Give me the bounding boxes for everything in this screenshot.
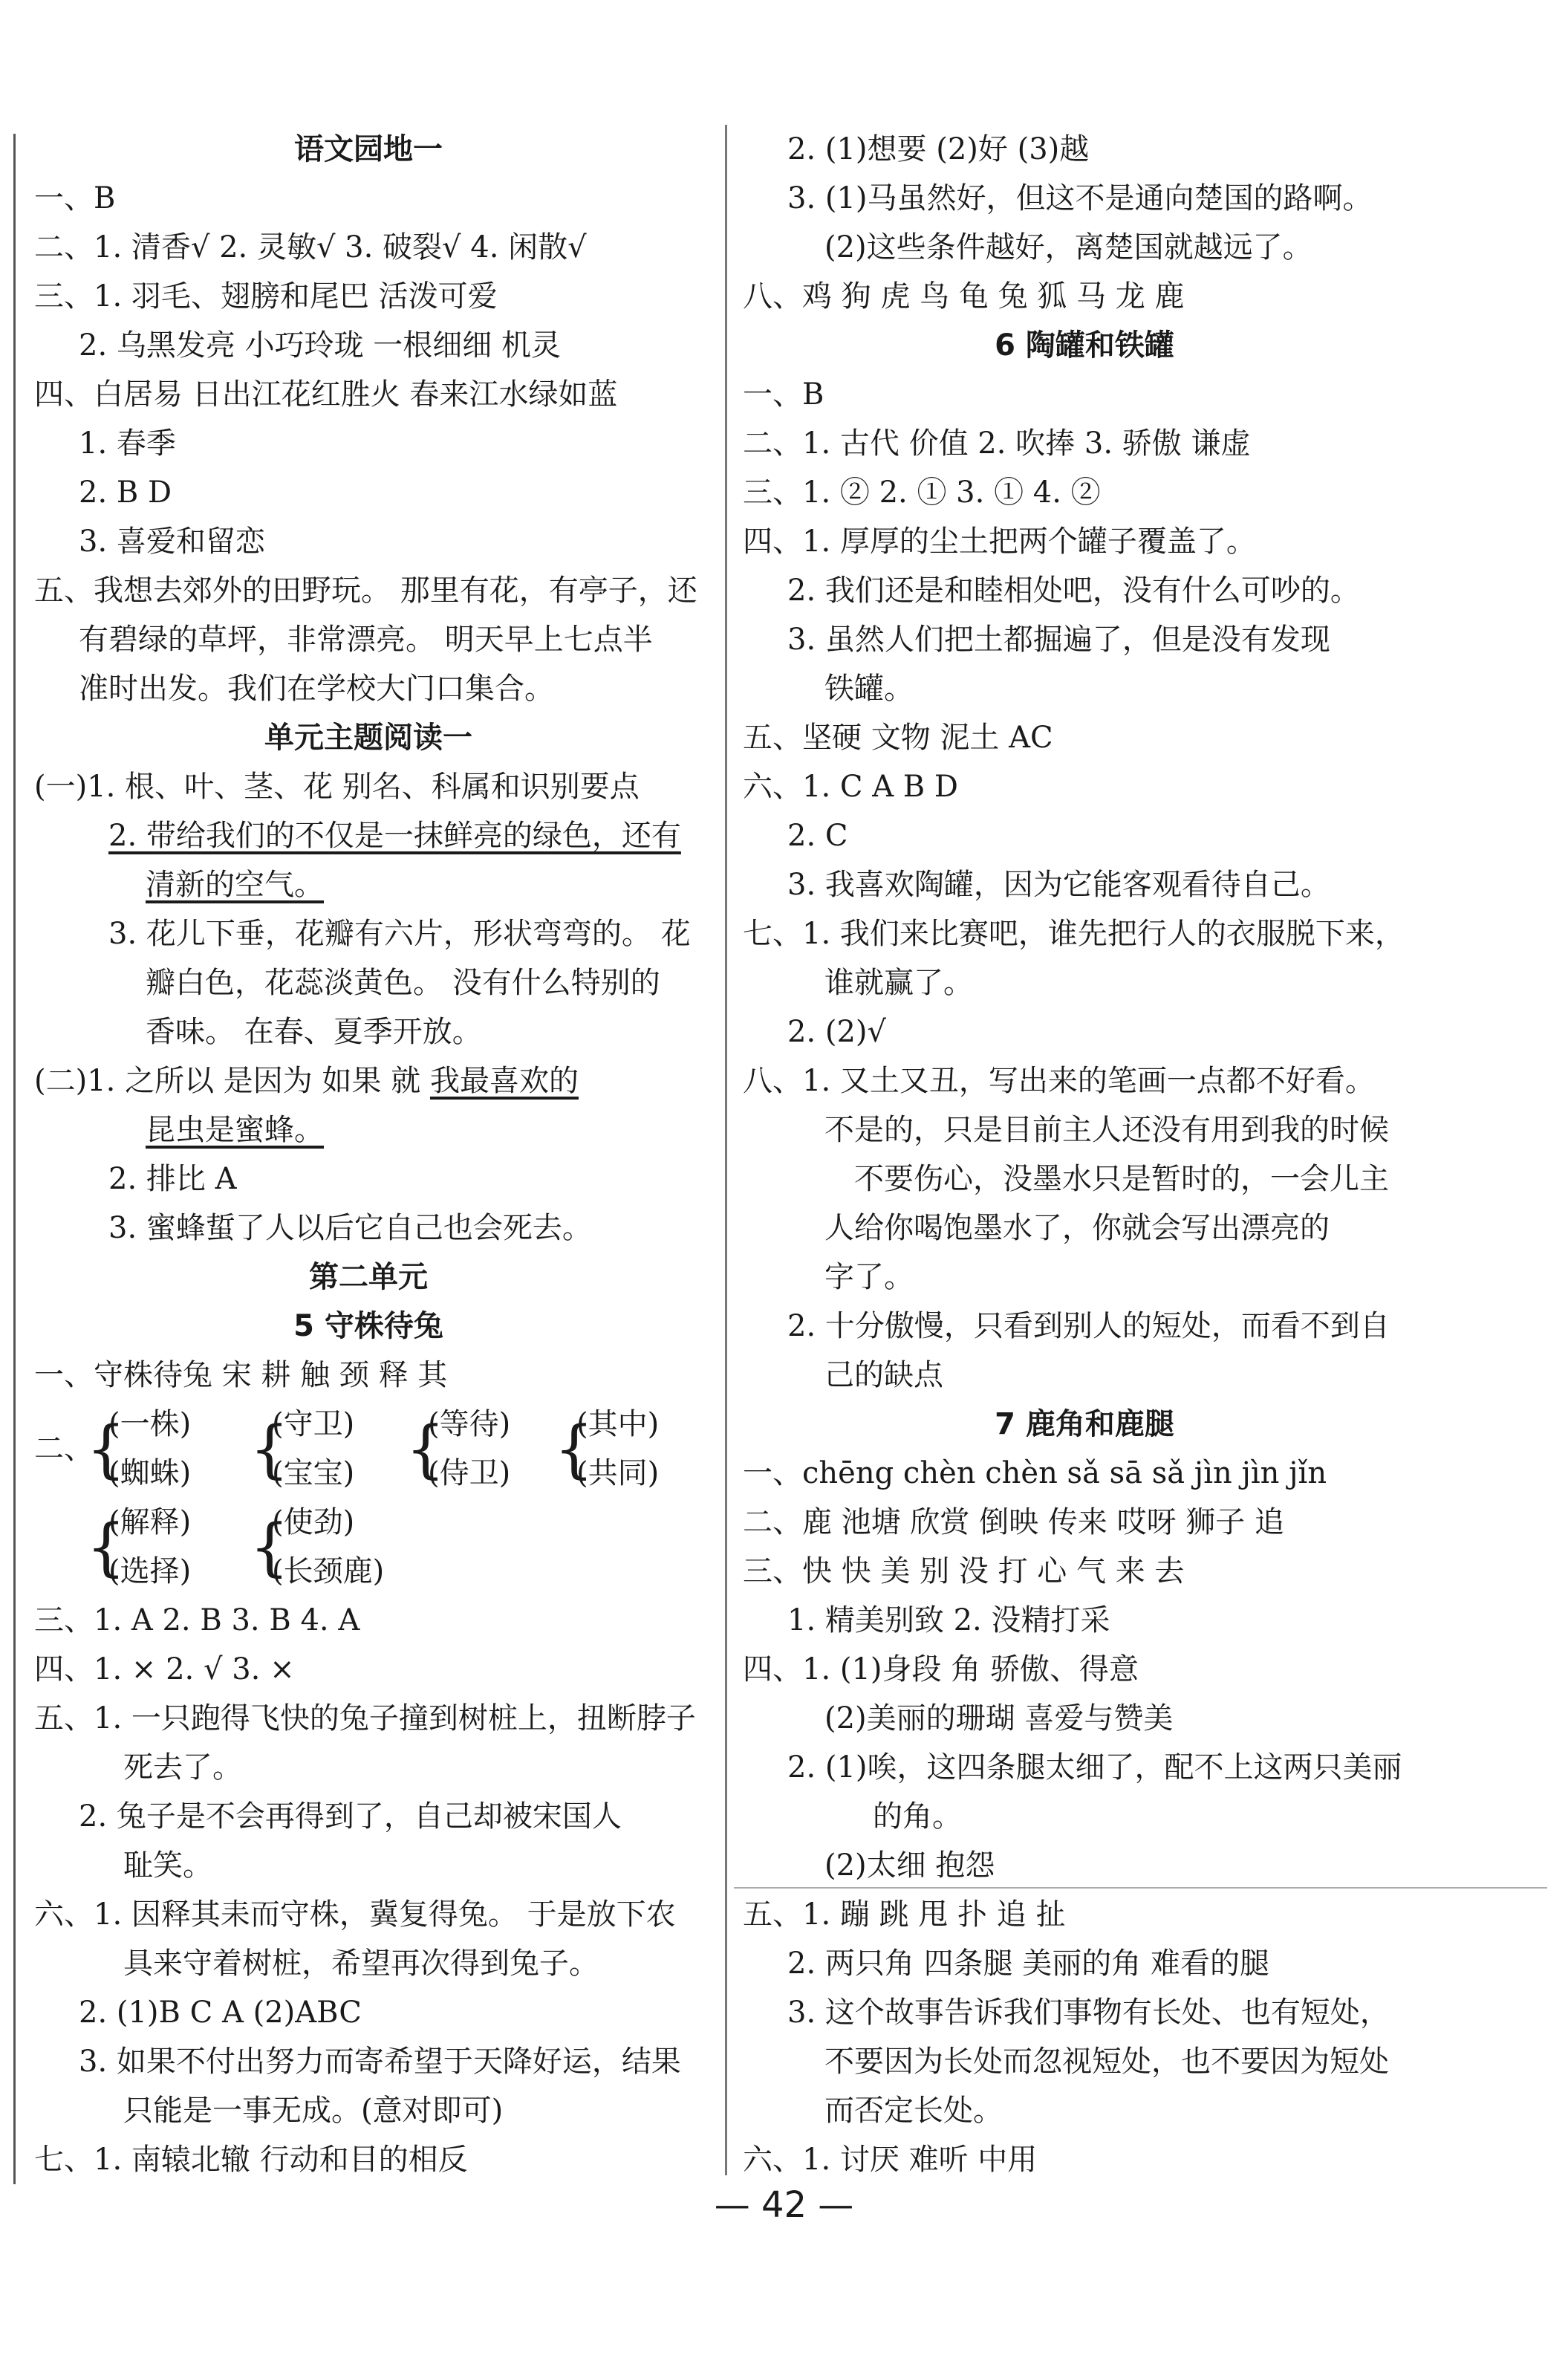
answer-line: 只能是一事无成。(意对即可) [123, 2094, 504, 2128]
answer-line: 的角。 [873, 1799, 962, 1834]
answer-line: 一、B [34, 181, 116, 215]
answer-line: 不是的，只是目前主人还没有用到我的时候 [824, 1113, 1389, 1147]
answer-line: 三、快 快 美 别 没 打 心 气 来 去 [743, 1554, 1185, 1588]
word-pairs-group-2 [34, 1498, 703, 1596]
lesson-title: 6 陶罐和铁罐 [995, 328, 1174, 363]
answer-line [34, 860, 703, 909]
brace: { [250, 1510, 290, 1583]
pair-word: (一株) [108, 1407, 192, 1441]
answer-line: 铁罐。 [824, 672, 914, 706]
answer-line: 2. B D [79, 475, 172, 510]
answer-line: 二、1. 古代 价值 2. 吹捧 3. 骄傲 谦虚 [743, 426, 1251, 461]
answer-line: 3. 喜爱和留恋 [79, 525, 265, 559]
underlined-text: 昆虫是蜜蜂。 [146, 1113, 324, 1147]
answer-line: 2. 两只角 四条腿 美丽的角 难看的腿 [787, 1946, 1270, 1981]
brace: { [406, 1412, 446, 1485]
answer-line: 一、chēng chèn chèn sǎ sā sǎ jìn jìn jǐn [743, 1456, 1327, 1490]
word-pair [576, 1400, 659, 1498]
pair-word: (守卫) [272, 1407, 355, 1441]
word-pair [108, 1498, 191, 1596]
pair-word: (选择) [108, 1554, 192, 1588]
brace: { [86, 1510, 126, 1583]
answer-line: (2)美丽的珊瑚 喜爱与赞美 [824, 1701, 1174, 1736]
answer-line: 2. 乌黑发亮 小巧玲珑 一根细细 机灵 [79, 328, 562, 363]
word-pair [108, 1400, 191, 1498]
answer-line: 2. C [787, 819, 848, 853]
page-number: — 42 — [714, 2184, 854, 2226]
answer-line [34, 811, 703, 860]
section-title: 单元主题阅读一 [264, 721, 472, 755]
pair-word: (蜘蛛) [108, 1456, 192, 1490]
answer-line: 不要因为长处而忽视短处，也不要因为短处 [824, 2045, 1389, 2079]
answer-line: 人给你喝饱墨水了，你就会写出漂亮的 [824, 1211, 1330, 1245]
answer-line: 四、1. × 2. √ 3. × [34, 1652, 295, 1686]
left-margin-rule [13, 134, 16, 2184]
answer-line: 七、1. 南辕北辙 行动和目的相反 [34, 2143, 468, 2177]
answer-line: 3. 如果不付出努力而寄希望于天降好运，结果 [79, 2045, 681, 2079]
answer-line: 七、1. 我们来比赛吧，谁先把行人的衣服脱下来， [743, 917, 1405, 951]
pair-word: (侍卫) [428, 1456, 511, 1490]
answer-line: 四、1. 厚厚的尘土把两个罐子覆盖了。 [743, 525, 1256, 559]
answer-line [34, 1105, 703, 1155]
answer-line: 1. 精美别致 2. 没精打采 [787, 1603, 1110, 1637]
answer-line: 3. 我喜欢陶罐，因为它能客观看待自己。 [787, 868, 1330, 902]
pair-word: (其中) [576, 1407, 660, 1441]
answer-line: 准时出发。我们在学校大门口集合。 [79, 672, 554, 706]
answer-line: 而否定长处。 [824, 2094, 1003, 2128]
underlined-text: 我最喜欢的 [429, 1064, 579, 1098]
left-column [34, 125, 703, 2184]
answer-line: 八、1. 又土又丑，写出来的笔画一点都不好看。 [743, 1064, 1375, 1098]
brace: { [250, 1412, 290, 1485]
answer-line: (2)这些条件越好，离楚国就越远了。 [824, 230, 1312, 264]
answer-line: 三、1. A 2. B 3. B 4. A [34, 1603, 360, 1637]
answer-line: 三、1. 羽毛、翅膀和尾巴 活泼可爱 [34, 279, 498, 314]
answer-line: 2. (1)唉，这四条腿太细了，配不上这两只美丽 [787, 1750, 1402, 1785]
underlined-text: 清新的空气。 [146, 868, 324, 902]
section-title: 语文园地一 [294, 132, 443, 166]
word-pair [428, 1400, 510, 1498]
answer-line: 瓣白色，花蕊淡黄色。 没有什么特别的 [146, 966, 660, 1000]
answer-line: 有碧绿的草坪，非常漂亮。 明天早上七点半 [79, 623, 653, 657]
pair-word: (使劲) [272, 1505, 355, 1539]
answer-line: 谁就赢了。 [824, 966, 973, 1000]
answer-line: 六、1. C A B D [743, 770, 958, 804]
lesson-title: 5 守株待兔 [293, 1309, 443, 1343]
answer-line: 2. 排比 A [108, 1162, 237, 1196]
answer-line: 己的缺点 [824, 1358, 943, 1392]
answer-line: 香味。 在春、夏季开放。 [146, 1015, 482, 1049]
answer-line: 2. (1)想要 (2)好 (3)越 [787, 132, 1090, 166]
answer-line: 八、鸡 狗 虎 鸟 龟 兔 狐 马 龙 鹿 [743, 279, 1185, 314]
answer-line: 五、坚硬 文物 泥土 AC [743, 721, 1053, 755]
pair-word: (宝宝) [272, 1456, 355, 1490]
unit-title: 第二单元 [309, 1260, 428, 1294]
answer-line: 3. 这个故事告诉我们事物有长处、也有短处， [787, 1996, 1390, 2030]
pair-word: (长颈鹿) [272, 1554, 385, 1588]
answer-line: 具来守着树桩，希望再次得到兔子。 [123, 1946, 599, 1981]
answer-line: 六、1. 因释其耒而守株，冀复得兔。 于是放下农 [34, 1897, 676, 1932]
answer-line [34, 1056, 703, 1105]
answer-line: 六、1. 讨厌 难听 中用 [743, 2143, 1038, 2177]
answer-line: 三、1. ② 2. ① 3. ① 4. ② [743, 475, 1101, 510]
answer-line: 二、1. 清香√ 2. 灵敏√ 3. 破裂√ 4. 闲散√ [34, 230, 587, 264]
brace: { [86, 1412, 126, 1485]
answer-line: 3. 虽然人们把土都掘遍了，但是没有发现 [787, 623, 1330, 657]
answer-line: 2. 我们还是和睦相处吧，没有什么可吵的。 [787, 574, 1360, 608]
answer-line: 五、1. 蹦 跳 甩 扑 追 扯 [743, 1897, 1066, 1932]
answer-line: 一、守株待兔 宋 耕 触 颈 释 其 [34, 1358, 448, 1392]
answer-line: (一)1. 根、叶、茎、花 别名、科属和识别要点 [34, 770, 640, 804]
column-divider [725, 125, 727, 2175]
pair-word: (共同) [576, 1456, 660, 1490]
pair-word: (解释) [108, 1505, 192, 1539]
word-pair [272, 1400, 354, 1498]
right-column [743, 125, 1426, 2184]
answer-line: 2. 十分傲慢，只看到别人的短处，而看不到自 [787, 1309, 1390, 1343]
brace: { [554, 1412, 594, 1485]
pair-word: (等待) [428, 1407, 511, 1441]
answer-line: 五、1. 一只跑得飞快的兔子撞到树桩上，扭断脖子 [34, 1701, 696, 1736]
answer-line: 1. 春季 [79, 426, 176, 461]
answer-line: 四、1. (1)身段 角 骄傲、得意 [743, 1652, 1139, 1686]
answer-text: (二)1. 之所以 是因为 如果 就 [34, 1064, 430, 1098]
answer-line: 二、鹿 池塘 欣赏 倒映 传来 哎呀 狮子 追 [743, 1505, 1285, 1539]
answer-line: 3. 花儿下垂，花瓣有六片，形状弯弯的。 花 [108, 917, 691, 951]
lesson-title: 7 鹿角和鹿腿 [995, 1407, 1174, 1441]
answer-line: 耻笑。 [123, 1848, 212, 1883]
question-label: 二、 [34, 1432, 94, 1466]
underlined-text: 2. 带给我们的不仅是一抹鲜亮的绿色，还有 [108, 819, 681, 853]
answer-line: 2. (1)B C A (2)ABC [79, 1996, 362, 2030]
answer-line: 字了。 [824, 1260, 914, 1294]
answer-line: 2. (2)√ [787, 1015, 887, 1049]
answer-line: 五、我想去郊外的田野玩。 那里有花，有亭子，还 [34, 574, 697, 608]
answer-line: 四、白居易 日出江花红胜火 春来江水绿如蓝 [34, 377, 618, 412]
word-pairs-group-1 [34, 1400, 703, 1498]
answer-line: 3. (1)马虽然好，但这不是通向楚国的路啊。 [787, 181, 1373, 215]
word-pair [272, 1498, 384, 1596]
answer-line: 3. 蜜蜂蜇了人以后它自己也会死去。 [108, 1211, 592, 1245]
answer-line: 2. 兔子是不会再得到了，自己却被宋国人 [79, 1799, 622, 1834]
answer-line: 死去了。 [123, 1750, 242, 1785]
answer-line: 不要伤心，没墨水只是暂时的，一会儿主 [854, 1162, 1389, 1196]
answer-line: (2)太细 抱怨 [824, 1848, 995, 1883]
answer-line: 一、B [743, 377, 824, 412]
